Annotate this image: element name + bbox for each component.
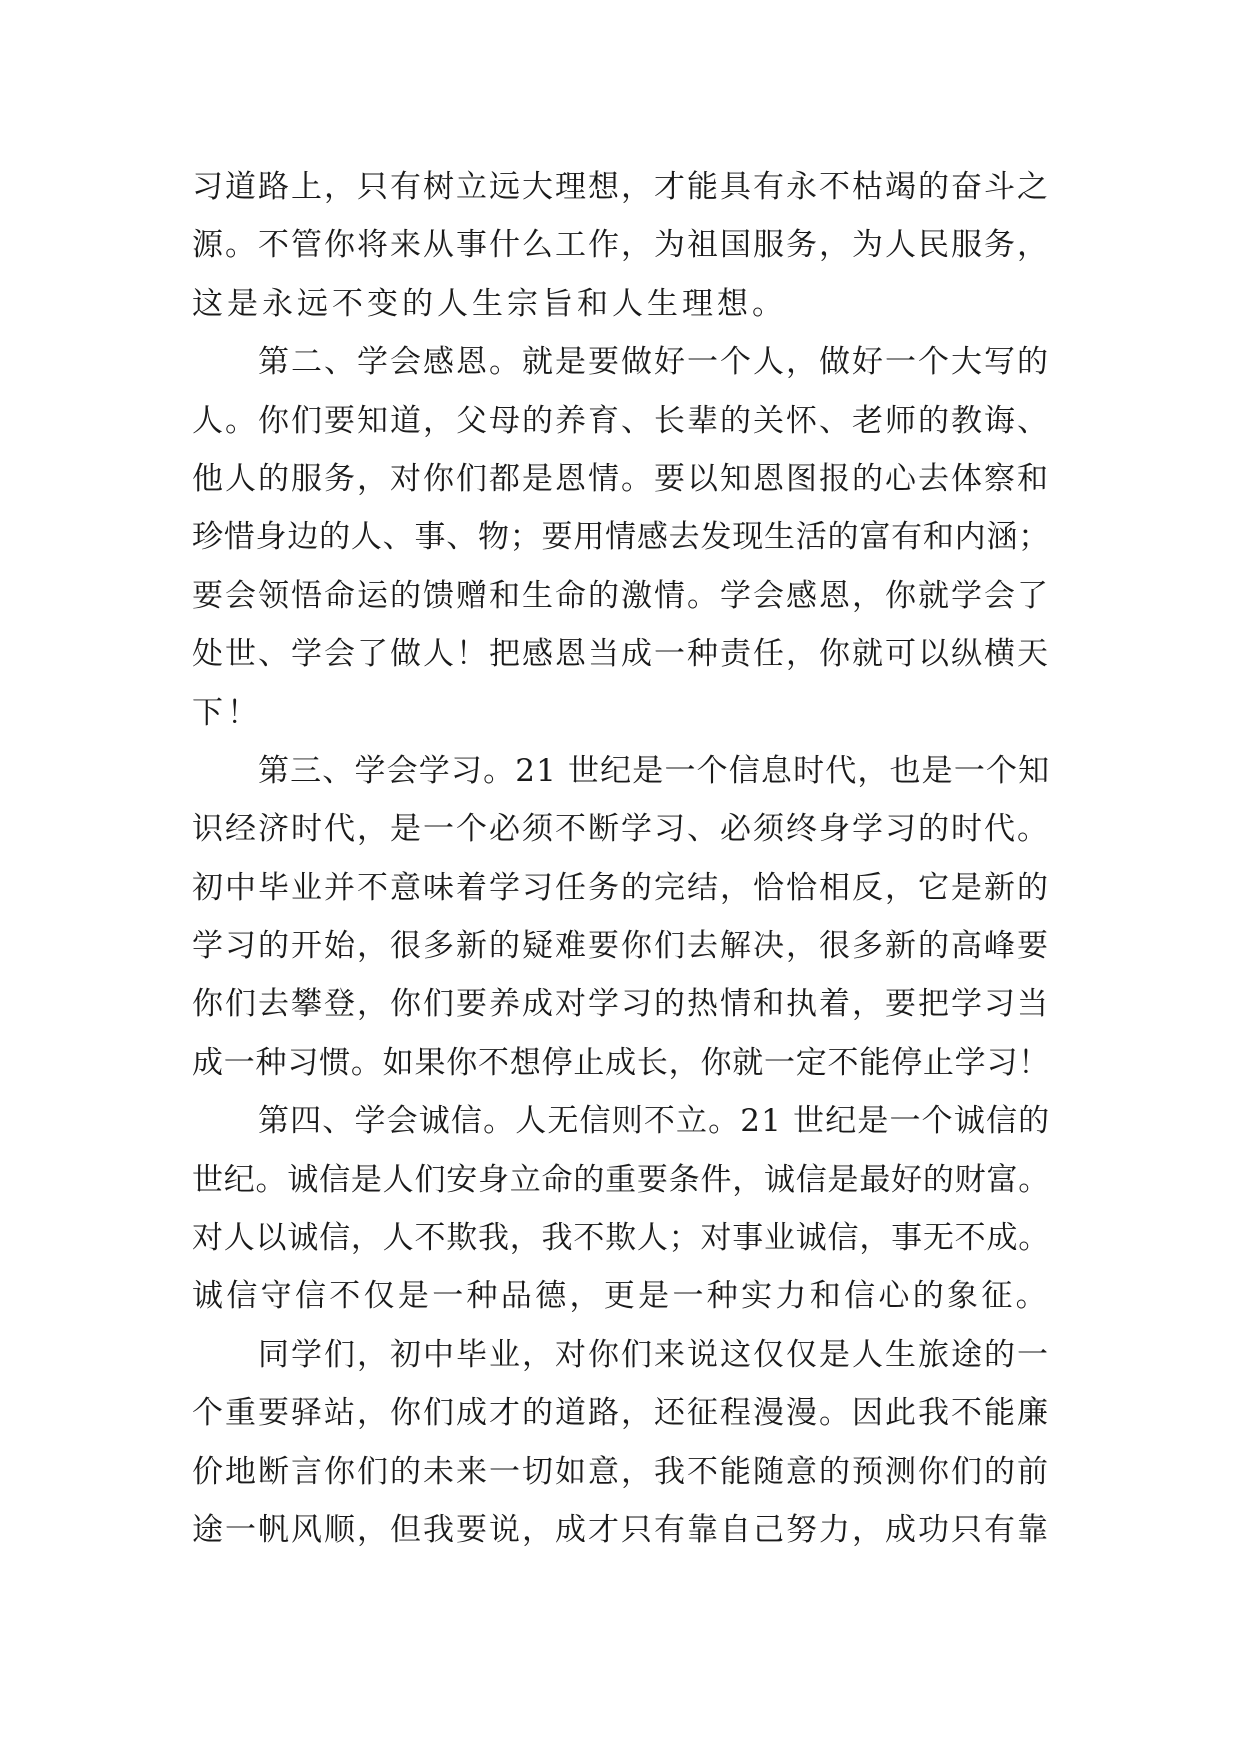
text-line: 个重要驿站，你们成才的道路，还征程漫漫。因此我不能廉 [192,1395,1050,1432]
text-line: 对人以诚信，人不欺我，我不欺人；对事业诚信，事无不成。 [192,1220,1050,1257]
text-line: 这是永远不变的人生宗旨和人生理想。 [192,285,787,322]
text-line: 同学们，初中毕业，对你们来说这仅仅是人生旅途的一 [258,1336,1050,1373]
text-line: 要会领悟命运的馈赠和生命的激情。学会感恩，你就学会了 [192,577,1050,614]
text-line: 途一帆风顺，但我要说，成才只有靠自己努力，成功只有靠 [192,1511,1050,1548]
text-line: 价地断言你们的未来一切如意，我不能随意的预测你们的前 [192,1453,1050,1490]
text-line: 成一种习惯。如果你不想停止成长，你就一定不能停止学习！ [192,1044,1050,1081]
text-line: 你们去攀登，你们要养成对学习的热情和执着，要把学习当 [192,986,1050,1023]
text-line: 下！ [192,694,262,731]
text-line: 第四、学会诚信。人无信则不立。21 世纪是一个诚信的 [258,1103,1051,1140]
text-line: 源。不管你将来从事什么工作，为祖国服务，为人民服务， [192,227,1050,264]
text-line: 第三、学会学习。21 世纪是一个信息时代，也是一个知 [258,752,1051,789]
text-line: 他人的服务，对你们都是恩情。要以知恩图报的心去体察和 [192,460,1050,497]
text-line: 初中毕业并不意味着学习任务的完结，恰恰相反，它是新的 [192,869,1050,906]
text-line: 处世、学会了做人！把感恩当成一种责任，你就可以纵横天 [192,636,1050,673]
text-line: 第二、学会感恩。就是要做好一个人，做好一个大写的 [258,344,1050,381]
text-line: 珍惜身边的人、事、物；要用情感去发现生活的富有和内涵； [192,519,1050,556]
text-line: 识经济时代，是一个必须不断学习、必须终身学习的时代。 [192,811,1050,848]
text-line: 诚信守信不仅是一种品德，更是一种实力和信心的象征。 [192,1278,1050,1315]
text-line: 习道路上，只有树立远大理想，才能具有永不枯竭的奋斗之 [192,169,1050,205]
text-line: 人。你们要知道，父母的养育、长辈的关怀、老师的教诲、 [192,402,1050,439]
text-line: 世纪。诚信是人们安身立命的重要条件，诚信是最好的财富。 [192,1161,1050,1198]
body-text [192,158,1050,1559]
text-line: 学习的开始，很多新的疑难要你们去解决，很多新的高峰要 [192,928,1050,965]
